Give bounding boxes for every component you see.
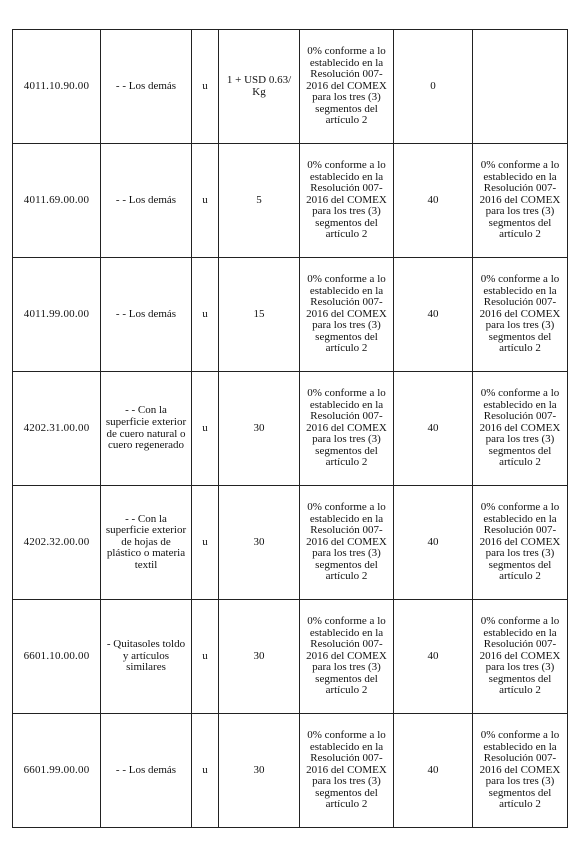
table-row: [13, 258, 568, 372]
rate-cell: 40: [394, 372, 473, 486]
duty-cell: 5: [219, 144, 300, 258]
unit-cell: u: [192, 258, 219, 372]
description-cell: - - Los demás: [101, 714, 192, 828]
description-cell: - - Con la superficie exterior de hojas de plástico o materia textil: [101, 486, 192, 600]
table-row: [13, 714, 568, 828]
unit-cell: u: [192, 372, 219, 486]
tariff-code-cell: 4202.32.00.00: [13, 486, 101, 600]
rate-cell: 40: [394, 486, 473, 600]
condition2-cell: [473, 30, 568, 144]
tariff-table: [12, 29, 568, 828]
condition-cell: 0% conforme a lo establecido en la Resolución 007-2016 del COMEX para los tres (3) segmentos del artículo 2: [300, 372, 394, 486]
condition2-cell: 0% conforme a lo establecido en la Resolución 007-2016 del COMEX para los tres (3) segmentos del artículo 2: [473, 258, 568, 372]
rate-cell: 40: [394, 144, 473, 258]
table-row: [13, 372, 568, 486]
tariff-code-cell: 4011.99.00.00: [13, 258, 101, 372]
condition-cell: 0% conforme a lo establecido en la Resolución 007-2016 del COMEX para los tres (3) segmentos del artículo 2: [300, 600, 394, 714]
tariff-code-cell: 4202.31.00.00: [13, 372, 101, 486]
condition2-cell: 0% conforme a lo establecido en la Resolución 007-2016 del COMEX para los tres (3) segmentos del artículo 2: [473, 600, 568, 714]
tariff-code-cell: 6601.99.00.00: [13, 714, 101, 828]
condition2-cell: 0% conforme a lo establecido en la Resolución 007-2016 del COMEX para los tres (3) segmentos del artículo 2: [473, 144, 568, 258]
condition-cell: 0% conforme a lo establecido en la Resolución 007-2016 del COMEX para los tres (3) segmentos del artículo 2: [300, 30, 394, 144]
duty-cell: 30: [219, 600, 300, 714]
description-cell: - - Los demás: [101, 258, 192, 372]
condition2-cell: 0% conforme a lo establecido en la Resolución 007-2016 del COMEX para los tres (3) segmentos del artículo 2: [473, 486, 568, 600]
duty-cell: 1 + USD 0.63/ Kg: [219, 30, 300, 144]
unit-cell: u: [192, 600, 219, 714]
condition2-cell: 0% conforme a lo establecido en la Resolución 007-2016 del COMEX para los tres (3) segmentos del artículo 2: [473, 714, 568, 828]
tariff-code-cell: 6601.10.00.00: [13, 600, 101, 714]
unit-cell: u: [192, 30, 219, 144]
condition-cell: 0% conforme a lo establecido en la Resolución 007-2016 del COMEX para los tres (3) segmentos del artículo 2: [300, 258, 394, 372]
condition2-cell: 0% conforme a lo establecido en la Resolución 007-2016 del COMEX para los tres (3) segmentos del artículo 2: [473, 372, 568, 486]
duty-cell: 30: [219, 486, 300, 600]
description-cell: - Quitasoles toldo y artículos similares: [101, 600, 192, 714]
description-cell: - - Los demás: [101, 30, 192, 144]
description-cell: - - Con la superficie exterior de cuero natural o cuero regenerado: [101, 372, 192, 486]
description-cell: - - Los demás: [101, 144, 192, 258]
table-row: [13, 600, 568, 714]
condition-cell: 0% conforme a lo establecido en la Resolución 007-2016 del COMEX para los tres (3) segmentos del artículo 2: [300, 486, 394, 600]
unit-cell: u: [192, 486, 219, 600]
rate-cell: 40: [394, 600, 473, 714]
table-row: [13, 486, 568, 600]
rate-cell: 40: [394, 714, 473, 828]
rate-cell: 0: [394, 30, 473, 144]
condition-cell: 0% conforme a lo establecido en la Resolución 007-2016 del COMEX para los tres (3) segmentos del artículo 2: [300, 714, 394, 828]
duty-cell: 15: [219, 258, 300, 372]
unit-cell: u: [192, 714, 219, 828]
tariff-code-cell: 4011.69.00.00: [13, 144, 101, 258]
condition-cell: 0% conforme a lo establecido en la Resolución 007-2016 del COMEX para los tres (3) segmentos del artículo 2: [300, 144, 394, 258]
duty-cell: 30: [219, 372, 300, 486]
tariff-code-cell: 4011.10.90.00: [13, 30, 101, 144]
table-row: [13, 144, 568, 258]
unit-cell: u: [192, 144, 219, 258]
table-row: [13, 30, 568, 144]
duty-cell: 30: [219, 714, 300, 828]
rate-cell: 40: [394, 258, 473, 372]
